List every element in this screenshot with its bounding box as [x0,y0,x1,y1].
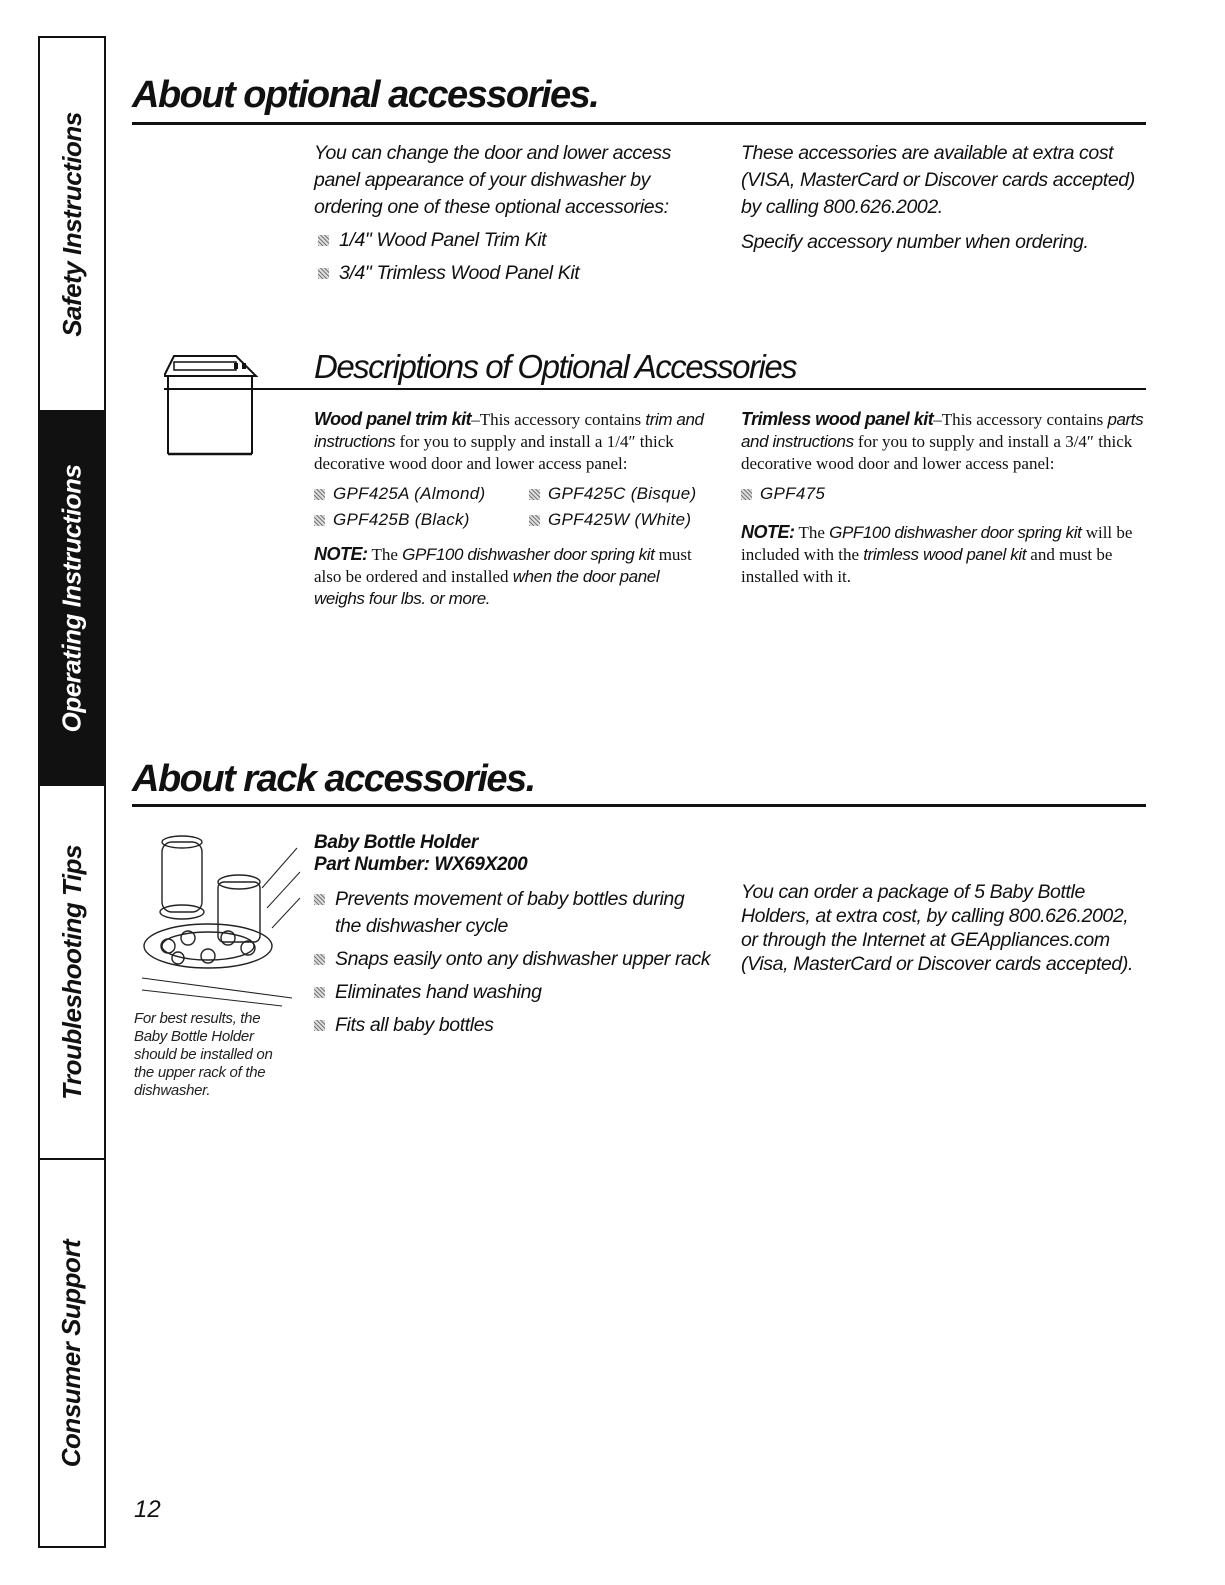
list-item: Snaps easily onto any dishwasher upper rack [314,946,714,973]
optional-intro-column [314,140,704,287]
list-item: GPF425A (Almond) [314,483,529,505]
optional-intro-text: You can change the door and lower access panel appearance of your dishwasher by ordering one of these optional accessories: [314,142,671,218]
bullet-icon [314,894,325,905]
list-item: GPF475 [741,483,956,505]
trimless-kit-models [741,483,1146,505]
bullet-icon [314,987,325,998]
list-item: 1/4" Wood Panel Trim Kit [318,227,704,254]
optional-availability-column [741,140,1146,256]
wood-kit-note: NOTE: The GPF100 dishwasher door spring kit must also be ordered and installed when the door panel weighs four lbs. or more. [314,544,692,608]
rack-accessories-heading: About rack accessories. [132,758,535,800]
tab-operating-instructions[interactable]: Operating Instructions [40,412,104,786]
wood-kit-models [314,483,714,531]
descriptions-rule [164,388,1146,390]
feature-list [314,886,714,1039]
product-name: Baby Bottle Holder [314,832,478,853]
list-item: GPF425W (White) [529,509,729,531]
list-item: Fits all baby bottles [314,1012,714,1039]
descriptions-heading: Descriptions of Optional Accessories [314,348,797,385]
page-number: 12 [134,1496,161,1523]
bullet-icon [314,954,325,965]
bullet-icon [314,515,325,526]
bullet-icon [318,268,329,279]
heading-rule [132,804,1146,807]
list-item: 3/4" Trimless Wood Panel Kit [318,260,704,287]
bullet-icon [529,515,540,526]
list-item: Prevents movement of baby bottles during the dishwasher cycle [314,886,714,940]
bullet-icon [529,489,540,500]
section-tabs [38,36,106,1548]
part-number: Part Number: WX69X200 [314,854,528,875]
tab-safety-instructions[interactable]: Safety Instructions [40,38,104,412]
optional-accessories-heading: About optional accessories. [132,74,599,116]
wood-panel-trim-kit-description: Wood panel trim kit–This accessory contains trim and instructions for you to supply and install a 1/4″ thick decorative wood door and lower access panel: GPF425A (Almond) GPF425C (Bisque) GPF425B (Black) GPF425W (White) NOTE: The GPF100 dishwasher door spring kit must also be ordered and installed when the door panel weighs four lbs. or more. [314,408,714,610]
list-item: Eliminates hand washing [314,979,714,1006]
dishwasher-icon [164,352,264,460]
list-item: GPF425C (Bisque) [529,483,729,505]
trimless-kit-note: NOTE: The GPF100 dishwasher door spring kit will be included with the trimless wood panel kit and must be installed with it. [741,522,1133,586]
specify-text: Specify accessory number when ordering. [741,231,1089,253]
baby-bottle-holder-info [314,832,714,1039]
order-info-text: You can order a package of 5 Baby Bottle Holders, at extra cost, by calling 800.626.2002, or through the Internet at GEAppliances.com (Visa, MasterCard or Discover cards accepted). [741,881,1133,975]
list-item: GPF425B (Black) [314,509,529,531]
bullet-icon [314,1020,325,1031]
tab-consumer-support[interactable]: Consumer Support [56,1239,87,1467]
bullet-icon [741,489,752,500]
bullet-icon [314,489,325,500]
tab-troubleshooting-tips[interactable]: Troubleshooting Tips [40,786,104,1160]
baby-bottle-holder-illustration [132,828,302,1008]
trimless-wood-panel-kit-description: Trimless wood panel kit–This accessory contains parts and instructions for you to supply and install a 3/4″ thick decorative wood door and lower access panel: GPF475 NOTE: The GPF100 dishwasher door spring kit will be included with the trimless wood panel kit and must be installed with it. [741,408,1146,588]
bullet-icon [318,235,329,246]
availability-text: These accessories are available at extra cost (VISA, MasterCard or Discover cards accepted) by calling 800.626.2002. [741,142,1135,218]
bottle-holder-caption: For best results, the Baby Bottle Holder should be installed on the upper rack of the dishwasher. [134,1010,273,1099]
heading-rule [132,122,1146,125]
